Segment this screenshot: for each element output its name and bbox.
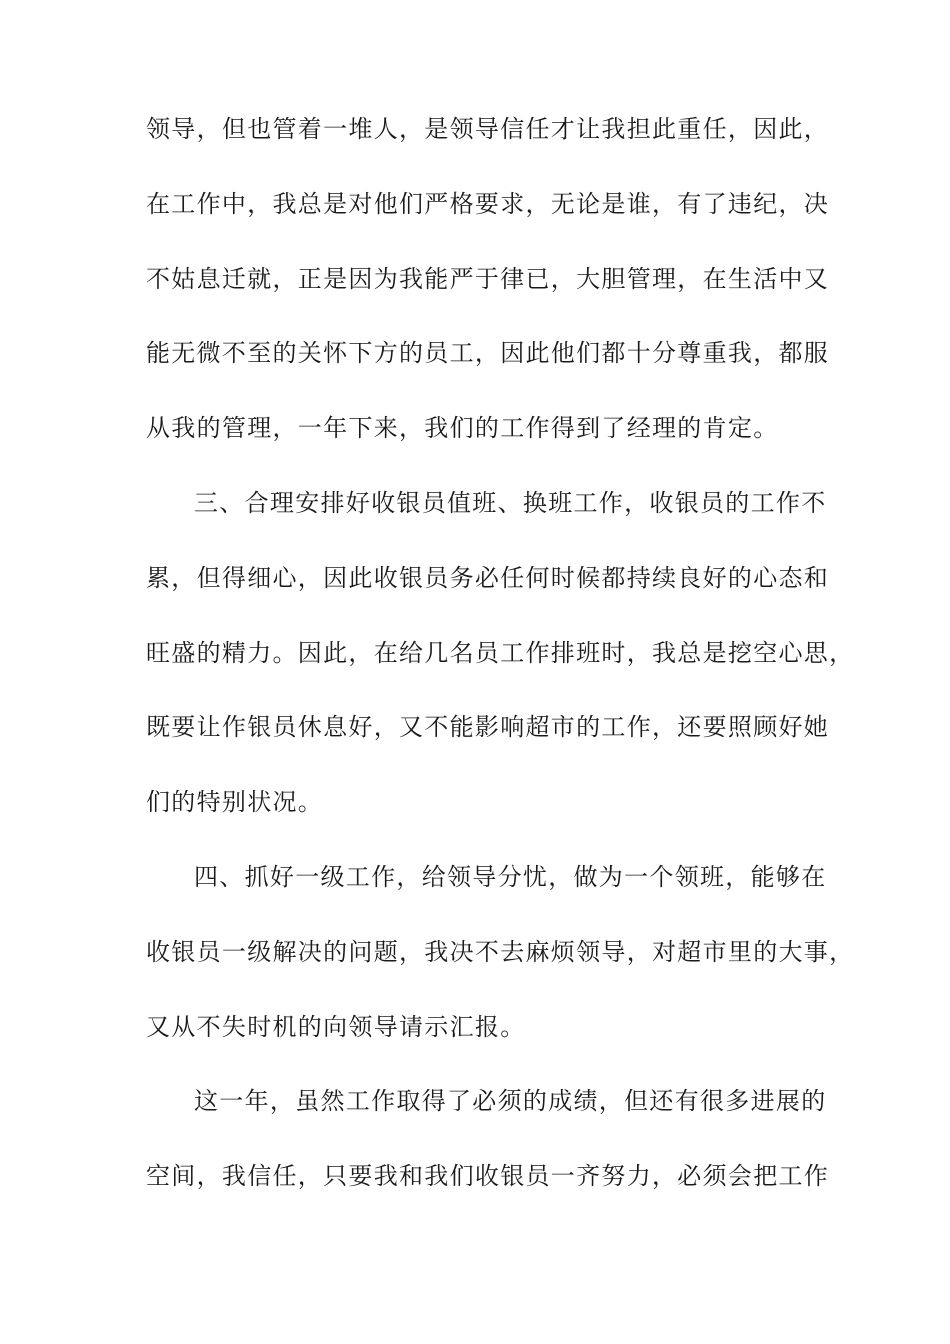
document-body bbox=[146, 104, 855, 1226]
text-line: 们的特别状况。 bbox=[146, 788, 324, 817]
text-line: 领导，但也管着一堆人，是领导信任才让我担此重任，因此， bbox=[146, 115, 830, 143]
text-line: 累，但得细心，因此收银员务必任何时候都持续良好的心态和 bbox=[146, 563, 830, 592]
text-line: 收银员一级解决的问题，我决不去麻烦领导，对超市里的大事， bbox=[146, 937, 855, 966]
text-line: 又从不失时机的向领导请示汇报。 bbox=[146, 1012, 526, 1041]
text-line: 旺盛的精力。因此，在给几名员工作排班时，我总是挖空心思， bbox=[146, 638, 855, 667]
text-line: 不姑息迁就，正是因为我能严于律已，大胆管理，在生活中又 bbox=[146, 264, 830, 293]
text-line: 空间，我信任，只要我和我们收银员一齐努力，必须会把工作 bbox=[146, 1162, 830, 1191]
paragraph-start-line: 三、合理安排好收银员值班、换班工作，收银员的工作不 bbox=[194, 488, 827, 517]
text-line: 既要让作银员休息好，又不能影响超市的工作，还要照顾好她 bbox=[146, 713, 830, 742]
text-line: 能无微不至的关怀下方的员工，因此他们都十分尊重我，都服 bbox=[146, 339, 830, 368]
paragraph-start-line: 这一年，虽然工作取得了必须的成绩，但还有很多进展的 bbox=[194, 1087, 827, 1116]
text-line: 在工作中，我总是对他们严格要求，无论是谁，有了违纪，决 bbox=[146, 189, 830, 218]
paragraph-start-line: 四、抓好一级工作，给领导分忧，做为一个领班，能够在 bbox=[194, 862, 827, 891]
text-line: 从我的管理，一年下来，我们的工作得到了经理的肯定。 bbox=[146, 414, 779, 443]
